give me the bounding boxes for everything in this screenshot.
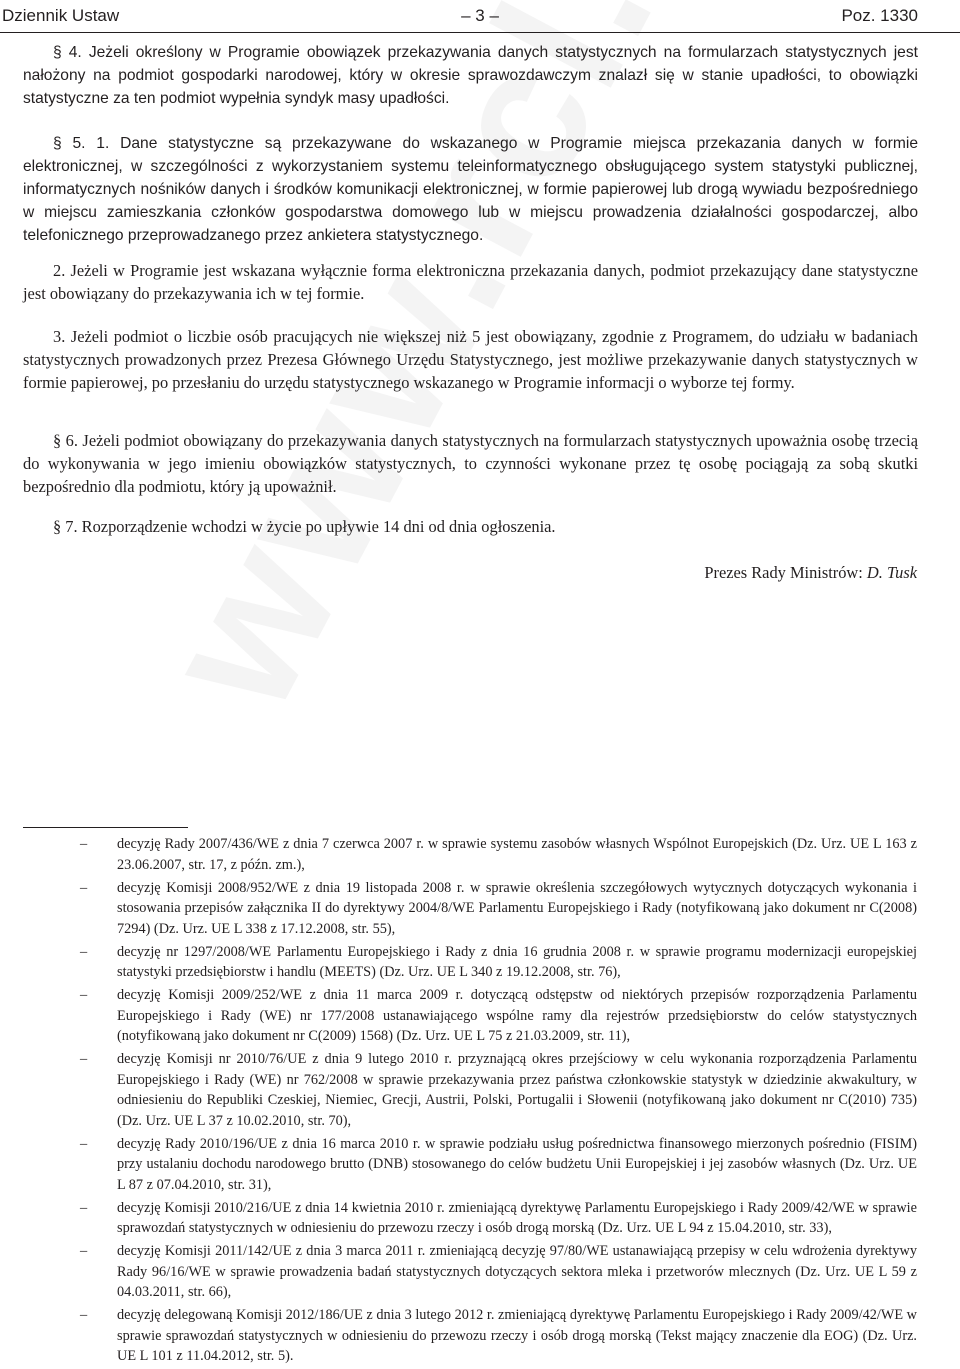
footnote-text: decyzję Komisji 2008/952/WE z dnia 19 listopada 2008 r. w sprawie określenia szczegółowych wytycznych dotyczących wykonania i stosowania przepisów załącznika II do dyrektywy 2004/8/WE Parlamentu Europejskiego i Rady (notyfikowaną jako dokument nr C(2008) 7294) (Dz. Urz. UE L 338 z 17.12.2008, str. 55), [117, 879, 917, 937]
signature-role: Prezes Rady Ministrów: [704, 563, 867, 582]
footnote-text: decyzję Komisji nr 2010/76/UE z dnia 9 lutego 2010 r. przyznającą okres przejściowy w celu wykonania rozporządzenia Parlamentu Europejskiego i Rady (WE) nr 762/2008 w sprawie przekazywania przez państwa członkowskie statystyk w dziedzinie akwakultury, w odniesieniu do Republiki Czeskiej, Niemiec, Grecji, Austrii, Polski, Portugalii i Słowenii (notyfikowaną jako dokument nr C(2010) 735) (Dz. Urz. UE L 37 z 10.02.2010, str. 70), [117, 1051, 917, 1129]
footnote-text: decyzję Rady 2007/436/WE z dnia 7 czerwca 2007 r. w sprawie systemu zasobów własnych Wspólnot Europejskich (Dz. Urz. UE L 163 z 23.06.2007, str. 17, z późn. zm.), [117, 836, 917, 873]
footnote-dash: – [80, 879, 88, 896]
footnote-text: decyzję Komisji 2009/252/WE z dnia 11 marca 2009 r. dotyczącą odstępstw od niektórych przepisów rozporządzenia Parlamentu Europejskiego i Rady (WE) nr 177/2008 ustanawiającego wspólne ramy dla rejestrów przedsiębiorstw do celów statystycznych (notyfikowaną jako dokument nr C(2009) 1568) (Dz. Urz. UE L 75 z 21.03.2009, str. 11), [117, 987, 917, 1044]
signature [704, 561, 917, 584]
footnote-item [0, 1198, 917, 1239]
footnote-item [0, 1305, 917, 1367]
signature-name: D. Tusk [866, 563, 917, 582]
paragraph-4: § 4. Jeżeli określony w Programie obowiązek przekazywania danych statystycznych na formularzach statystycznych jest nałożony na podmiot gospodarki narodowej, który w okresie sprawozdawczym znalazł się w stanie upadłości, to obowiązki statystyczne za ten podmiot wypełnia syndyk masy upadłości. [23, 44, 918, 107]
footnote-dash: – [80, 987, 88, 1003]
paragraph-5-1: § 5. 1. Dane statystyczne są przekazywane do wskazanego w Programie miejsca przekazania danych w formie elektronicznej, w szczególności z wykorzystaniem systemu teleinformatycznego obsługującego system statystyki publicznej, informatycznych nośników danych i środków komunikacji elektronicznej, w formie papierowej lub drogą wywiadu bezpośredniego w miejscu zamieszkania członków gospodarstwa domowego lub w miejscu prowadzenia działalności gospodarczej, albo telefonicznego przeprowadzanego przez ankietera statystycznego. [23, 135, 918, 244]
paragraph-5-3: 3. Jeżeli podmiot o liczbie osób pracujących nie większej niż 5 jest obowiązany, zgodnie z Programem, do udziału w badaniach statystycznych prowadzonych przez Prezesa Głównego Urzędu Statystycznego, jest możliwe przekazywanie danych statystycznych w formie papierowej, po przesłaniu do urzędu statystycznego wskazanego w Programie informacji o wyborze tej formy. [23, 327, 918, 392]
footnote-item [0, 942, 917, 983]
footnote-separator [23, 827, 188, 828]
position-number: Poz. 1330 [841, 6, 918, 25]
footnote-item [0, 1134, 917, 1196]
footnote-item [0, 834, 917, 875]
paragraph-6: § 6. Jeżeli podmiot obowiązany do przekazywania danych statystycznych na formularzach statystycznych upoważnia osobę trzecią do wykonywania w jego imieniu obowiązków statystycznych, to czynności wykonane przez tę osobę pociągają za sobą skutki bezpośrednio dla podmiotu, który ją upoważnił. [23, 431, 918, 496]
footnote-item [0, 985, 917, 1047]
page-number: – 3 – [461, 6, 499, 25]
footnote-text: decyzję Komisji 2011/142/UE z dnia 3 marca 2011 r. zmieniającą decyzję 97/80/WE ustanawiającą przepisy w celu wdrożenia dyrektywy Rady 96/16/WE w sprawie prowadzenia badań statystycznych dotyczących sektora mleka i przetworów mlecznych (Dz. Urz. UE L 59 z 04.03.2011, str. 66), [117, 1243, 917, 1300]
footnote-text: decyzję delegowaną Komisji 2012/186/UE z dnia 3 lutego 2012 r. zmieniającą dyrektywę Parlamentu Europejskiego i Rady 2009/42/WE w sprawie sprawozdań statystycznych w odniesieniu do przewozu rzeczy i osób drogą morską (Tekst mający znaczenie dla EOG) (Dz. Urz. UE L 101 z 11.04.2012, str. 5). [117, 1307, 917, 1364]
footnote-dash: – [80, 1307, 88, 1323]
footnote-dash: – [80, 943, 88, 960]
footnote-text: decyzję Komisji 2010/216/UE z dnia 14 kwietnia 2010 r. zmieniającą dyrektywę Parlamentu Europejskiego i Rady 2009/42/WE w sprawie sprawozdań statystycznych w odniesieniu do przewozu rzeczy i osób drogą morską (Dz. Urz. UE L 94 z 15.04.2010, str. 33), [117, 1199, 917, 1236]
footnote-dash: – [80, 836, 88, 852]
paragraph-5-2: 2. Jeżeli w Programie jest wskazana wyłącznie forma elektroniczna przekazania danych, podmiot przekazujący dane statystyczne jest obowiązany do przekazywania ich w tej formie. [23, 261, 918, 303]
footnote-dash: – [80, 1051, 88, 1067]
paragraph-7: § 7. Rozporządzenie wchodzi w życie po upływie 14 dni od dnia ogłoszenia. [53, 517, 556, 536]
footnote-dash: – [80, 1243, 88, 1259]
footnote-dash: – [80, 1199, 88, 1216]
footnote-text: decyzję Rady 2010/196/UE z dnia 16 marca 2010 r. w sprawie podziału usług pośrednictwa finansowego mierzonych pośrednio (FISIM) przy ustalaniu dochodu narodowego brutto (DNB) stosowanego do celów budżetu Unii Europejskiej i jej zasobów własnych (Dz. Urz. UE L 87 z 07.04.2010, str. 31), [117, 1135, 917, 1193]
journal-title: Dziennik Ustaw [2, 6, 120, 25]
footnote-item [0, 878, 917, 940]
page-header [0, 0, 960, 33]
footnote-dash: – [80, 1135, 88, 1152]
footnote-item [0, 1049, 917, 1131]
footnote-text: decyzję nr 1297/2008/WE Parlamentu Europejskiego i Rady z dnia 16 grudnia 2008 r. w sprawie programu modernizacji europejskiej statystyki przedsiębiorstw i handlu (MEETS) (Dz. Urz. UE L 340 z 19.12.2008, str. 76), [117, 943, 917, 980]
footnote-list [0, 834, 960, 1369]
footnote-item [0, 1241, 917, 1303]
